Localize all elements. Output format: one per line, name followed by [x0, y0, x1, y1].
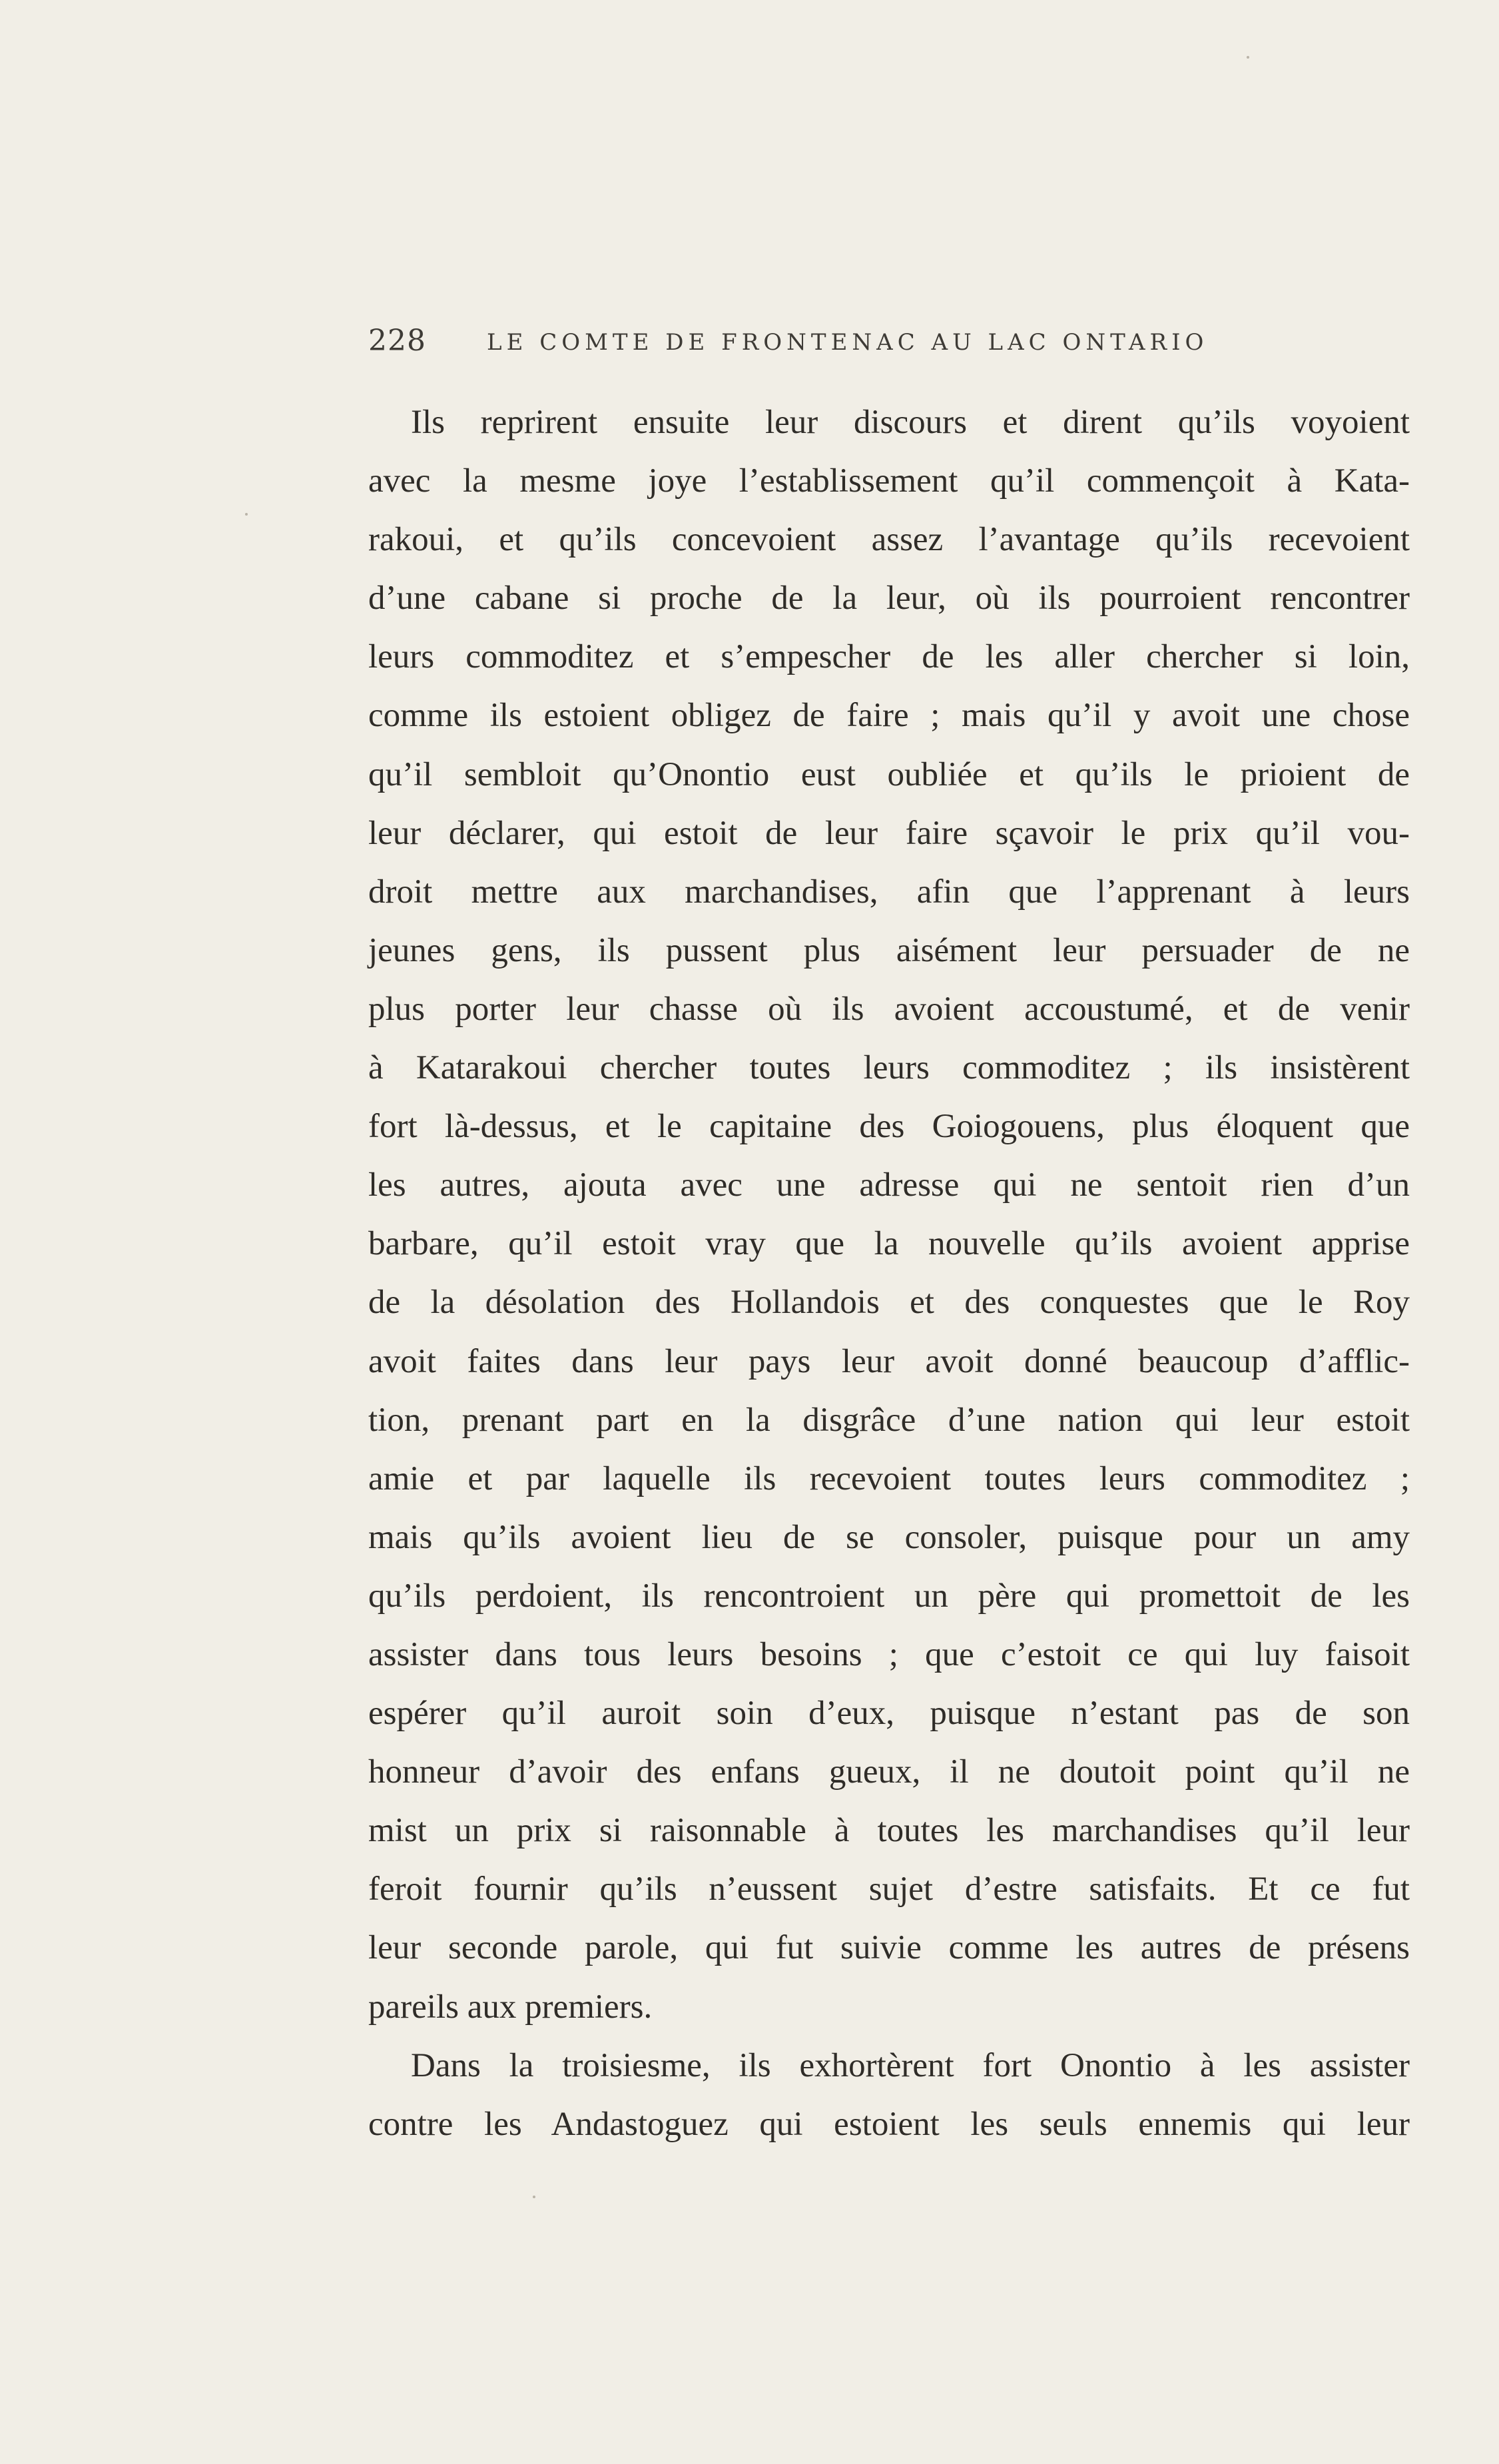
running-title: LE COMTE DE FRONTENAC AU LAC ONTARIO [487, 329, 1209, 356]
text-line: mais qu’ils avoient lieu de se consoler, puisque pour un amy [368, 1518, 1410, 1556]
text-line: comme ils estoient obligez de faire ; mais qu’il y avoit une chose [368, 697, 1410, 735]
paper-speck [245, 513, 248, 516]
text-line: assister dans tous leurs besoins ; que c’estoit ce qui luy faisoit [368, 1635, 1410, 1673]
paper-speck [533, 2196, 535, 2198]
text-line: feroit fournir qu’ils n’eussent sujet d’estre satisfaits. Et ce fut [368, 1870, 1410, 1908]
text-line: amie et par laquelle ils recevoient toutes leurs commoditez ; [368, 1459, 1410, 1497]
running-header [368, 318, 1294, 372]
text-line: plus porter leur chasse où ils avoient accoustumé, et de venir [368, 990, 1410, 1028]
text-line: à Katarakoui chercher toutes leurs commoditez ; ils insistèrent [368, 1049, 1410, 1087]
text-line: pareils aux premiers. [368, 1988, 653, 2026]
text-line: leur déclarer, qui estoit de leur faire sçavoir le prix qu’il vou- [368, 814, 1410, 852]
text-line: rakoui, et qu’ils concevoient assez l’avantage qu’ils recevoient [368, 521, 1410, 559]
paper-speck [1247, 56, 1249, 59]
body-text [368, 393, 1410, 2154]
text-line: Dans la troisiesme, ils exhortèrent fort Onontio à les assister [411, 2046, 1410, 2084]
text-line: contre les Andastoguez qui estoient les seuls ennemis qui leur [368, 2105, 1410, 2143]
text-line: mist un prix si raisonnable à toutes les marchandises qu’il leur [368, 1812, 1410, 1850]
text-line: leurs commoditez et s’empescher de les aller chercher si loin, [368, 638, 1410, 676]
text-line: espérer qu’il auroit soin d’eux, puisque n’estant pas de son [368, 1695, 1410, 1733]
text-line: avec la mesme joye l’establissement qu’il commençoit à Kata- [368, 462, 1410, 500]
text-line: de la désolation des Hollandois et des conquestes que le Roy [368, 1284, 1410, 1322]
text-line: honneur d’avoir des enfans gueux, il ne doutoit point qu’il ne [368, 1753, 1410, 1791]
text-line: qu’il sembloit qu’Onontio eust oubliée et qu’ils le prioient de [368, 755, 1410, 793]
page-number: 228 [368, 324, 426, 358]
text-line: leur seconde parole, qui fut suivie comme les autres de présens [368, 1929, 1410, 1967]
text-line: fort là-dessus, et le capitaine des Goiogouens, plus éloquent que [368, 1108, 1410, 1146]
text-line: barbare, qu’il estoit vray que la nouvelle qu’ils avoient apprise [368, 1225, 1410, 1263]
text-line: Ils reprirent ensuite leur discours et dirent qu’ils voyoient [411, 404, 1410, 441]
text-line: les autres, ajouta avec une adresse qui ne sentoit rien d’un [368, 1166, 1410, 1204]
text-line: tion, prenant part en la disgrâce d’une nation qui leur estoit [368, 1401, 1410, 1439]
text-line: avoit faites dans leur pays leur avoit donné beaucoup d’afflic- [368, 1342, 1410, 1380]
text-line: droit mettre aux marchandises, afin que l’apprenant à leurs [368, 873, 1410, 911]
text-line: jeunes gens, ils pussent plus aisément leur persuader de ne [368, 931, 1410, 969]
text-line: qu’ils perdoient, ils rencontroient un père qui promettoit de les [368, 1577, 1410, 1615]
text-line: d’une cabane si proche de la leur, où ils pourroient rencontrer [368, 580, 1410, 617]
